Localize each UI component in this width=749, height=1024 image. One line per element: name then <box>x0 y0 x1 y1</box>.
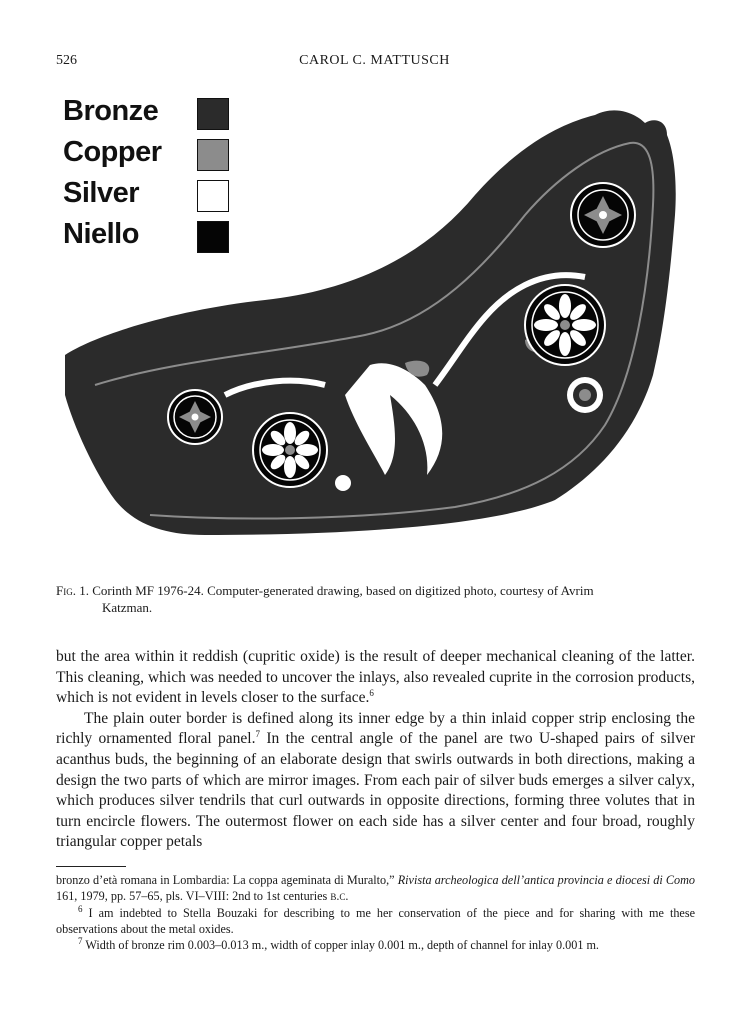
era-label: b.c. <box>330 889 349 904</box>
footnotes <box>56 872 695 953</box>
footnote-text: 161, 1979, pp. 57–65, pls. VI–VIII: 2nd to 1st centuries <box>56 889 331 904</box>
footnote-ref[interactable]: 6 <box>369 688 374 699</box>
legend-swatch-bronze <box>197 98 229 130</box>
footnote-number: 7 <box>78 936 83 947</box>
silver-dot <box>335 475 351 491</box>
footnote-6 <box>56 905 695 938</box>
paragraph <box>56 647 695 709</box>
footnote-7 <box>56 937 695 953</box>
legend-swatch-copper <box>197 139 229 171</box>
caption-label: Fig. 1. <box>56 583 89 598</box>
caption-continuation: Katzman. <box>102 600 153 615</box>
legend-swatch-niello <box>197 221 229 253</box>
journal-title: Rivista archeologica dell’antica provincia e diocesi di Como <box>397 873 695 887</box>
body-text <box>56 647 695 853</box>
footnote-rule <box>56 866 126 867</box>
legend-label: Silver <box>63 177 139 209</box>
legend-swatch-silver <box>197 180 229 212</box>
rosette-right-inner <box>525 285 605 365</box>
legend-label: Copper <box>63 136 162 168</box>
paragraph-text: The plain outer border is defined along its inner edge by a thin inlaid copper strip enclosing the richly ornamented floral panel. <box>56 709 695 748</box>
running-head: CAROL C. MATTUSCH <box>299 53 450 68</box>
footnote-continuation <box>56 872 695 905</box>
legend-label: Bronze <box>63 95 159 127</box>
figure-caption <box>56 582 694 616</box>
footnote-ref[interactable]: 7 <box>255 729 260 740</box>
footnote-text: Width of bronze rim 0.003–0.013 m., width of copper inlay 0.001 m., depth of channel for inlay 0.001 m. <box>82 938 599 953</box>
legend-label: Niello <box>63 218 139 250</box>
paragraph-text: but the area within it reddish (cupritic oxide) is the result of deeper mechanical cleaning of the latter. This cleaning, which was needed to uncover the inlays, also revealed cuprite in the corrosion products, which is not evident in levels closer to the surface. <box>56 648 695 707</box>
footnote-text: bronzo d’età romana in Lombardia: La coppa ageminata di Muralto,” <box>56 873 398 887</box>
paragraph <box>56 709 695 853</box>
rosette-left-inner <box>253 413 327 487</box>
footnote-text: I am indebted to Stella Bouzaki for describing to me her conservation of the piece and for sharing with me these observations about the metal oxides. <box>56 905 695 936</box>
paragraph-text: In the central angle of the panel are two U-shaped pairs of silver acanthus buds, the beginning of an elaborate design that swirls outwards in both directions, making a design the two parts of which are mirror images. From each pair of silver buds emerges a silver calyx, which produces silver tendrils that curl outwards in opposite directions, forming three volutes that in turn encircle flowers. The outermost flower on each side has a silver center and four broad, roughly triangular copper petals <box>56 730 695 851</box>
small-ring <box>567 377 603 413</box>
figure-1 <box>55 95 695 565</box>
page-number: 526 <box>56 53 77 68</box>
rosette-right-outer <box>571 183 635 247</box>
caption-text: Corinth MF 1976-24. Computer-generated drawing, based on digitized photo, courtesy of Avrim <box>92 583 594 598</box>
rosette-left-outer <box>168 390 222 444</box>
footnote-number: 6 <box>78 903 83 914</box>
